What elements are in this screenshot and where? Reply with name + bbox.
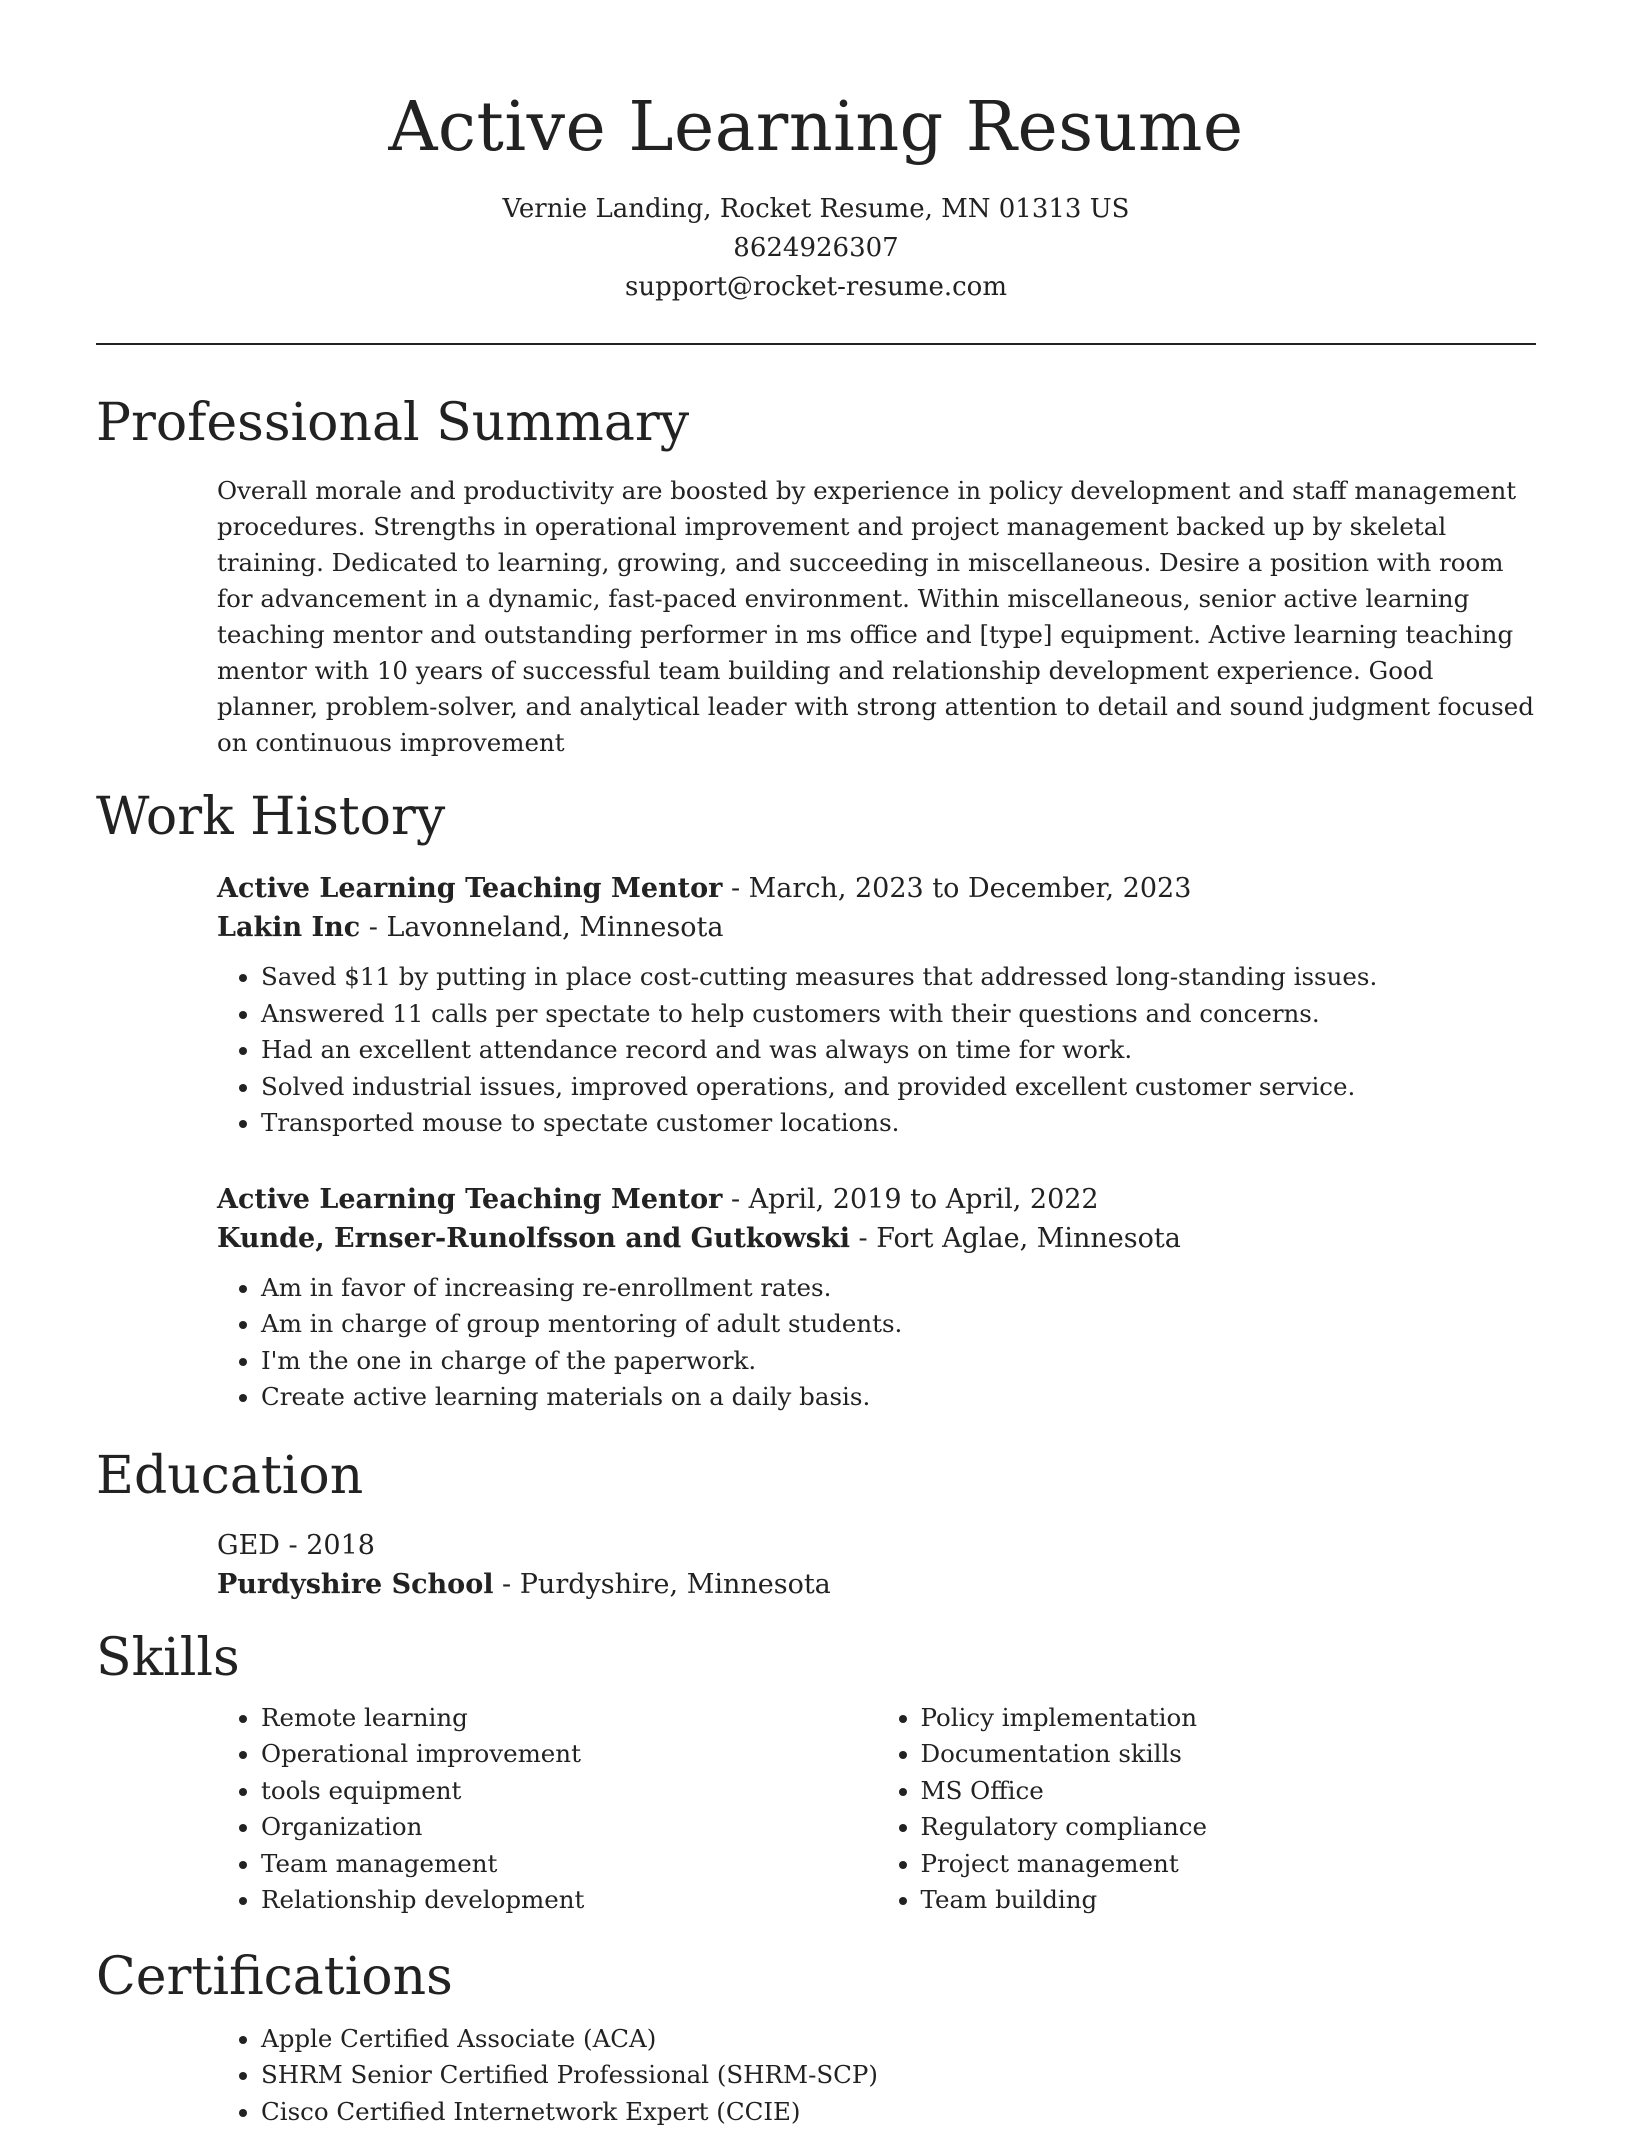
- job-company-line: [217, 908, 1536, 947]
- list-item: • I'm the one in charge of the paperwork.: [261, 1343, 1536, 1380]
- job-title-line: [217, 1180, 1536, 1219]
- skill-item: • MS Office: [921, 1773, 1537, 1810]
- education-school-line: [217, 1565, 1536, 1604]
- job-location: - Lavonneland, Minnesota: [360, 912, 723, 943]
- resume-header: [96, 0, 1536, 307]
- skills-list-right: [877, 1700, 1537, 1919]
- skill-item: • Regulatory compliance: [921, 1809, 1537, 1846]
- education-school: Purdyshire School: [217, 1569, 493, 1600]
- certifications-heading: Certifications: [96, 1945, 1536, 2009]
- list-item: • Am in charge of group mentoring of adult students.: [261, 1306, 1536, 1343]
- certification-item: • SHRM Senior Certified Professional (SHRM-SCP): [261, 2057, 1536, 2094]
- summary-text: Overall morale and productivity are boosted by experience in policy development and staff management procedures. Strengths in operational improvement and project management backed up by skeletal training. Dedicated to learning, growing, and succeeding in miscellaneous. Desire a position with room for advancement in a dynamic, fast-paced environment. Within miscellaneous, senior active learning teaching mentor and outstanding performer in ms office and [type] equipment. Active learning teaching mentor with 10 years of successful team building and relationship development experience. Good planner, problem-solver, and analytical leader with strong attention to detail and sound judgment focused on continuous improvement: [96, 473, 1536, 761]
- list-item: • Create active learning materials on a daily basis.: [261, 1379, 1536, 1416]
- job-role: Active Learning Teaching Mentor: [217, 1184, 722, 1215]
- job-location: - Fort Aglae, Minnesota: [850, 1223, 1181, 1254]
- certification-item: • Apple Certified Associate (ACA): [261, 2021, 1536, 2058]
- list-item: • Had an excellent attendance record and was always on time for work.: [261, 1032, 1536, 1069]
- job-company: Kunde, Ernser-Runolfsson and Gutkowski: [217, 1223, 850, 1254]
- certifications-section: [96, 1945, 1536, 2130]
- job-duties-list: [217, 1270, 1536, 1416]
- education-section: [96, 1444, 1536, 1604]
- education-location: - Purdyshire, Minnesota: [493, 1569, 830, 1600]
- header-divider: [96, 343, 1536, 345]
- certifications-list: [217, 2021, 1536, 2130]
- resume-title: Active Learning Resume: [96, 86, 1536, 170]
- list-item: • Transported mouse to spectate customer locations.: [261, 1105, 1536, 1142]
- skills-list-left: [217, 1700, 877, 1919]
- list-item: • Saved $11 by putting in place cost-cutting measures that addressed long-standing issues.: [261, 959, 1536, 996]
- work-history-heading: Work History: [96, 785, 1536, 849]
- job-entry: [217, 869, 1536, 1142]
- work-history-section: [96, 785, 1536, 1416]
- contact-phone: 8624926307: [96, 229, 1536, 268]
- summary-section: [96, 391, 1536, 761]
- job-duties-list: [217, 959, 1536, 1142]
- job-dates: - April, 2019 to April, 2022: [722, 1184, 1098, 1215]
- job-company-line: [217, 1219, 1536, 1258]
- education-degree: GED - 2018: [217, 1526, 1536, 1565]
- skill-item: • Relationship development: [261, 1882, 877, 1919]
- skill-item: • tools equipment: [261, 1773, 877, 1810]
- job-title-line: [217, 869, 1536, 908]
- skills-section: [96, 1626, 1536, 1919]
- skills-heading: Skills: [96, 1626, 1536, 1690]
- list-item: • Solved industrial issues, improved operations, and provided excellent customer service.: [261, 1069, 1536, 1106]
- skill-item: • Operational improvement: [261, 1736, 877, 1773]
- certification-item: • Cisco Certified Internetwork Expert (CCIE): [261, 2094, 1536, 2130]
- contact-address: Vernie Landing, Rocket Resume, MN 01313 US: [96, 190, 1536, 229]
- skill-item: • Documentation skills: [921, 1736, 1537, 1773]
- skill-item: • Project management: [921, 1846, 1537, 1883]
- skill-item: • Remote learning: [261, 1700, 877, 1737]
- list-item: • Am in favor of increasing re-enrollment rates.: [261, 1270, 1536, 1307]
- list-item: • Answered 11 calls per spectate to help customers with their questions and concerns.: [261, 996, 1536, 1033]
- skill-item: • Policy implementation: [921, 1700, 1537, 1737]
- skills-columns: [217, 1700, 1536, 1919]
- job-dates: - March, 2023 to December, 2023: [722, 873, 1191, 904]
- job-role: Active Learning Teaching Mentor: [217, 873, 722, 904]
- contact-email: support@rocket-resume.com: [96, 268, 1536, 307]
- education-heading: Education: [96, 1444, 1536, 1508]
- skill-item: • Organization: [261, 1809, 877, 1846]
- contact-block: [96, 190, 1536, 307]
- summary-heading: Professional Summary: [96, 391, 1536, 455]
- job-company: Lakin Inc: [217, 912, 360, 943]
- skill-item: • Team building: [921, 1882, 1537, 1919]
- skill-item: • Team management: [261, 1846, 877, 1883]
- job-entry: [217, 1180, 1536, 1416]
- education-entry: [96, 1526, 1536, 1604]
